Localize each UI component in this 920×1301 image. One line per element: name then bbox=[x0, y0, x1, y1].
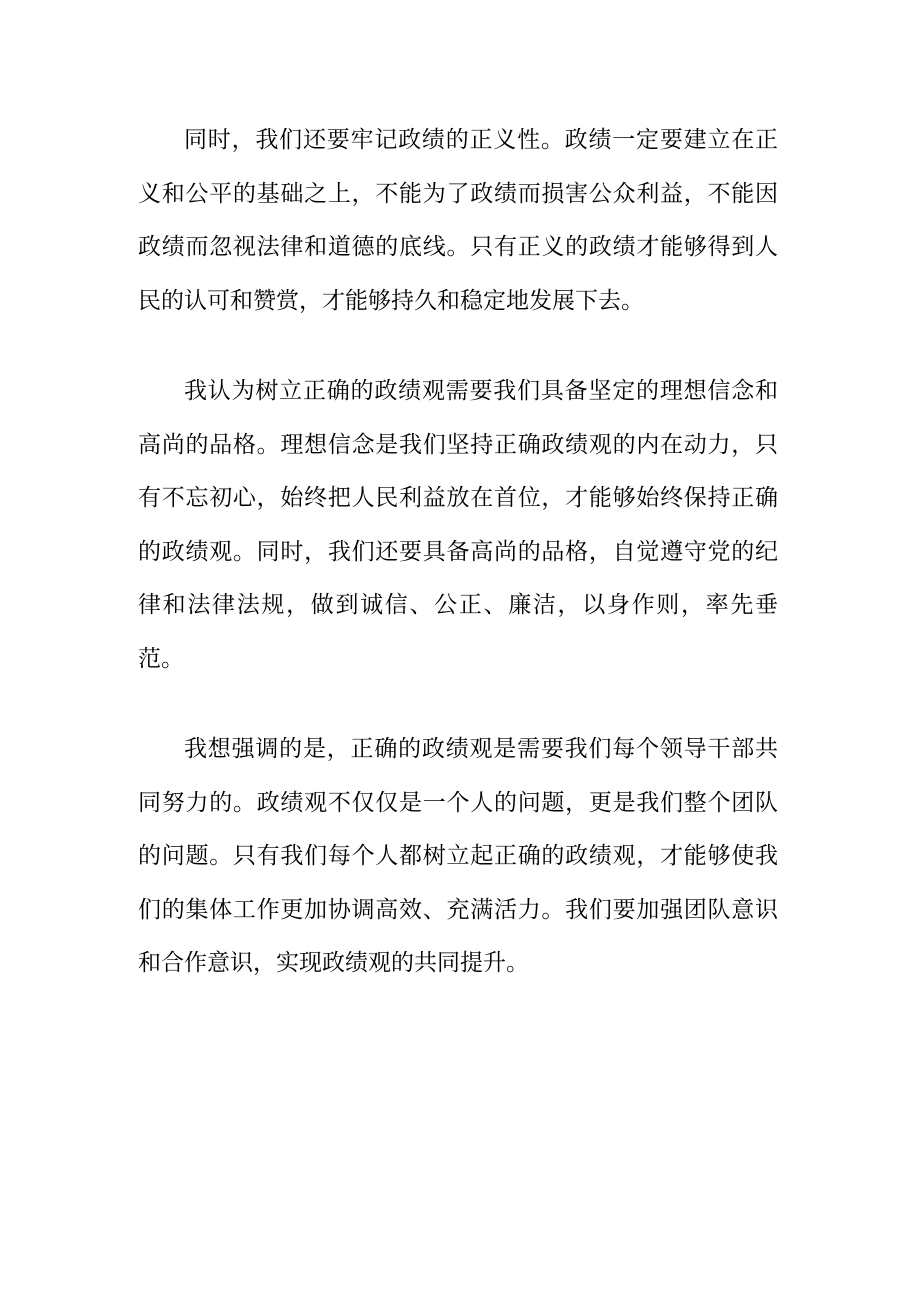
document-body bbox=[138, 114, 778, 1028]
paragraph-ideals: 我认为树立正确的政绩观需要我们具备坚定的理想信念和高尚的品格。理想信念是我们坚持正确政绩观的内在动力，只有不忘初心，始终把人民利益放在首位，才能够始终保持正确的政绩观。同时，我们还要具备高尚的品格，自觉遵守党的纪律和法律法规，做到诚信、公正、廉洁，以身作则，率先垂范。 bbox=[138, 378, 778, 672]
paragraph-teamwork: 我想强调的是，正确的政绩观是需要我们每个领导干部共同努力的。政绩观不仅仅是一个人的问题，更是我们整个团队的问题。只有我们每个人都树立起正确的政绩观，才能够使我们的集体工作更加协调高效、充满活力。我们要加强团队意识和合作意识，实现政绩观的共同提升。 bbox=[138, 736, 778, 976]
paragraph-justice: 同时，我们还要牢记政绩的正义性。政绩一定要建立在正义和公平的基础之上，不能为了政绩而损害公众利益，不能因政绩而忽视法律和道德的底线。只有正义的政绩才能够得到人民的认可和赞赏，才能够持久和稳定地发展下去。 bbox=[138, 127, 778, 314]
